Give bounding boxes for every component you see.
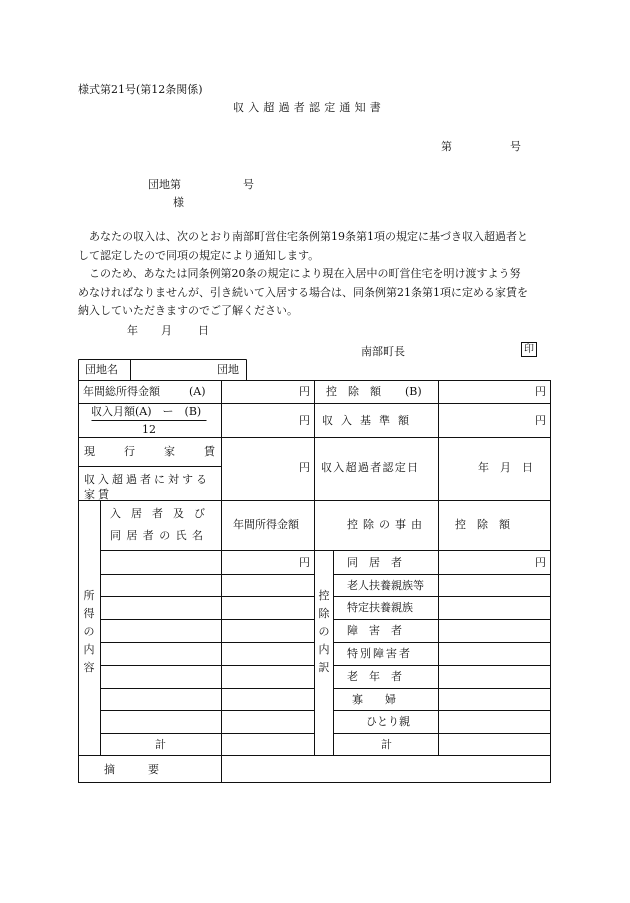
deduction-breakdown-char-3: の — [318, 625, 330, 638]
deduction-reason-row-3: 特定扶養親族 — [347, 601, 413, 614]
recipient-honorific: 様 — [173, 196, 184, 209]
income-section-label — [82, 590, 96, 680]
resident-income-yen: 円 — [299, 556, 310, 569]
annual-income-mark: (A) — [189, 385, 206, 398]
income-section-char-3: の — [83, 625, 95, 638]
deduction-total-label: 計 — [381, 738, 392, 751]
deduction-breakdown-char-1: 控 — [318, 589, 330, 602]
date-day: 日 — [198, 324, 209, 337]
deduction-reason-row-4: 障 害 者 — [347, 624, 402, 637]
income-standard-label: 収入基準額 — [322, 414, 417, 427]
recipient-room-suffix: 号 — [243, 178, 254, 191]
danchi-suffix: 団地 — [217, 363, 239, 376]
date-month: 月 — [161, 324, 172, 337]
deduction-yen: 円 — [535, 385, 546, 398]
deduction-reason-row-5: 特別障害者 — [347, 647, 412, 660]
deduction-breakdown-label — [317, 590, 331, 680]
current-rent-label: 現行家賃 — [84, 445, 244, 458]
deduction-label: 控 除 額 — [326, 385, 381, 398]
seal-mark: 印 — [521, 342, 537, 357]
deduction-amount-col-header: 控 除 額 — [455, 518, 510, 531]
form-number: 様式第21号(第12条関係) — [78, 83, 203, 96]
body-line-1: あなたの収入は、次のとおり南部町営住宅条例第19条第1項の規定に基づき収入超過者と — [89, 230, 528, 243]
document-title: 収入超過者認定通知書 — [233, 101, 385, 114]
income-section-char-5: 容 — [83, 661, 95, 674]
deduction-reason-row-7: 寡 婦 — [352, 693, 396, 706]
body-line-5: 納入していただきますのでご了解ください。 — [78, 304, 298, 317]
resident-names-label-1: 入居者及び — [110, 507, 215, 520]
income-section-char-1: 所 — [83, 589, 95, 602]
annual-income-label: 年間総所得金額 — [83, 385, 160, 398]
income-section-char-2: 得 — [83, 607, 95, 620]
deduction-mark: (B) — [405, 385, 422, 398]
deduction-reason-row-8: ひとり親 — [366, 715, 410, 728]
deduction-reason-row-6: 老 年 者 — [347, 670, 402, 683]
income-section-char-4: 内 — [83, 643, 95, 656]
recipient-danchi-prefix: 団地第 — [148, 178, 181, 191]
deduction-reason-row-1: 同 居 者 — [347, 556, 402, 569]
remarks-label: 摘 要 — [104, 763, 159, 776]
income-standard-yen: 円 — [535, 414, 546, 427]
body-line-3: このため、あなたは同条例第20条の規定により現在入居中の町営住宅を明け渡すよう努 — [89, 267, 521, 280]
annual-income-yen: 円 — [299, 385, 310, 398]
doc-number-prefix: 第 — [441, 140, 452, 153]
deduction-breakdown-char-4: 内 — [318, 643, 330, 656]
deduction-breakdown-char-5: 訳 — [318, 661, 330, 674]
monthly-income-label: 収入月額(A) ー (B) — [91, 405, 202, 418]
income-total-label: 計 — [155, 738, 166, 751]
monthly-income-yen: 円 — [299, 414, 310, 427]
deduction-breakdown-char-2: 除 — [318, 607, 330, 620]
danchi-name-label: 団地名 — [85, 363, 118, 376]
deduction-reason-row-1-yen: 円 — [535, 556, 546, 569]
cert-date-value: 年 月 日 — [478, 461, 533, 474]
annual-income-col-header: 年間所得金額 — [233, 518, 299, 531]
resident-names-label-2: 同居者の氏名 — [110, 529, 209, 542]
deduction-reason-row-2: 老人扶養親族等 — [347, 579, 424, 592]
issuer: 南部町長 — [361, 345, 405, 358]
cert-date-label: 収入超過者認定日 — [321, 461, 420, 474]
excess-rent-label: 収入超過者に対する家賃 — [84, 473, 210, 501]
deduction-reason-col-header: 控除の事由 — [347, 518, 427, 531]
monthly-income-divisor: 12 — [142, 423, 156, 436]
date-year: 年 — [127, 324, 138, 337]
rent-yen: 円 — [299, 461, 310, 474]
body-line-4: めなければなりませんが、引き続いて入居する場合は、同条例第21条第1項に定める家賃を — [78, 285, 528, 299]
doc-number-suffix: 号 — [510, 140, 521, 153]
body-line-2: して認定したので同項の規定により通知します。 — [78, 248, 320, 262]
